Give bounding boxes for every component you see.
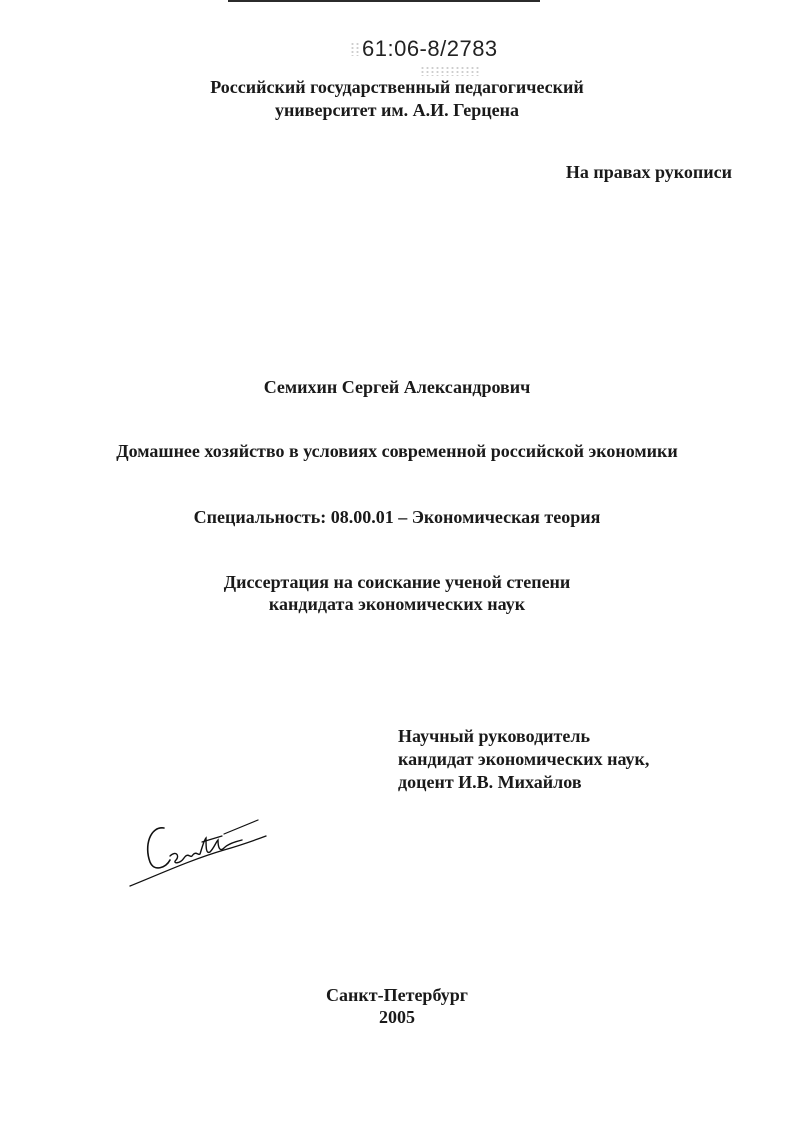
university-name-line1: Российский государственный педагогический [210, 77, 584, 97]
university-name-line2: университет им. А.И. Герцена [275, 100, 519, 120]
supervisor-role: Научный руководитель [398, 726, 590, 746]
stamp-noise-left [350, 42, 360, 56]
handwritten-signature [120, 812, 270, 892]
stamp-noise [420, 66, 480, 76]
degree-line2: кандидата экономических наук [268, 594, 526, 614]
supervisor-degree: кандидат экономических наук, [398, 749, 650, 769]
top-scan-rule [228, 0, 540, 2]
library-stamp-code: 61:06-8/2783 [362, 36, 498, 61]
supervisor-name: доцент И.В. Михайлов [398, 772, 582, 792]
city: Санкт-Петербург [326, 985, 468, 1005]
dissertation-title: Домашнее хозяйство в условиях современной российской экономики [116, 441, 678, 461]
specialty-line: Специальность: 08.00.01 – Экономическая теория [193, 507, 601, 527]
author-name: Семихин Сергей Александрович [263, 377, 531, 397]
manuscript-note: На правах рукописи [565, 162, 732, 182]
degree-line1: Диссертация на соискание ученой степени [223, 572, 571, 592]
year: 2005 [379, 1007, 415, 1027]
